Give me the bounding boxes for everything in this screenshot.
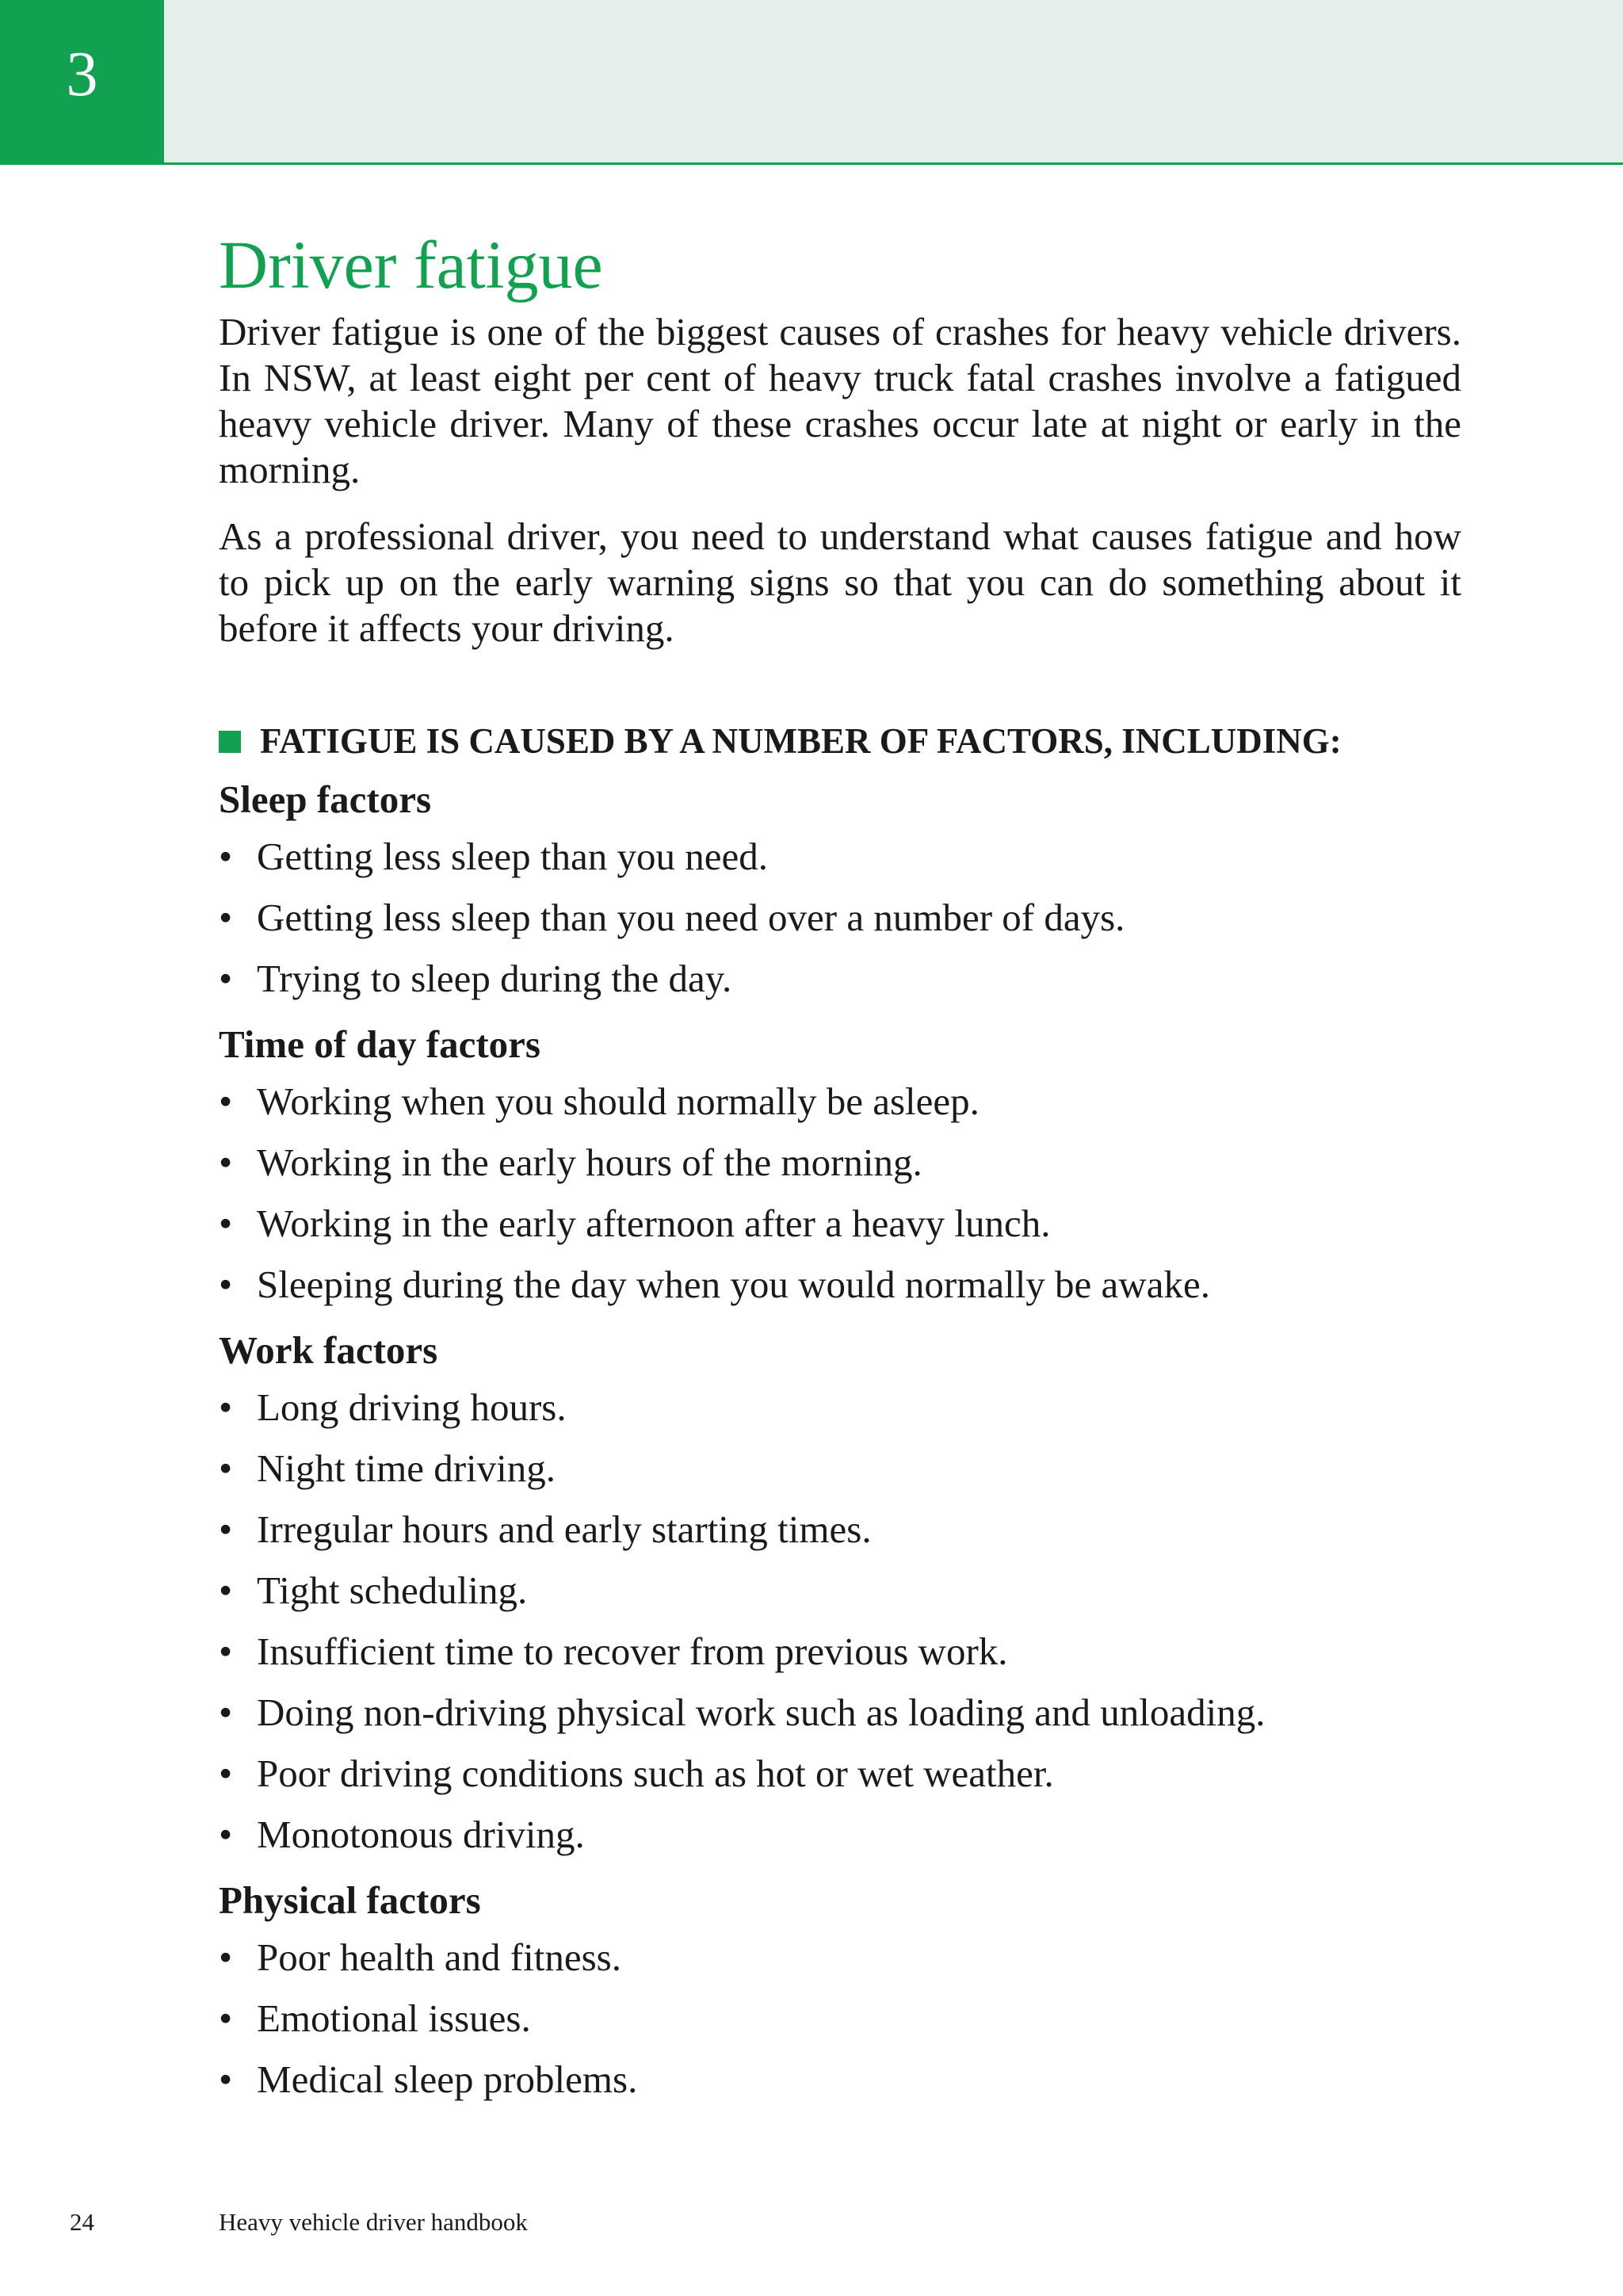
list-item — [219, 887, 1461, 948]
list-item — [219, 1743, 1461, 1804]
list-item — [219, 2049, 1461, 2110]
bullet-list — [219, 1071, 1461, 1315]
chapter-header-band — [0, 0, 1623, 165]
list-item-text: Irregular hours and early starting times. — [257, 1507, 872, 1551]
list-item — [219, 826, 1461, 887]
list-item-text: Poor driving conditions such as hot or wet weather. — [257, 1752, 1054, 1795]
section-heading — [219, 718, 1461, 764]
list-item-text: Trying to sleep during the day. — [257, 957, 732, 1000]
bullet-list — [219, 826, 1461, 1009]
intro-paragraphs — [219, 309, 1461, 651]
list-item — [219, 1377, 1461, 1438]
list-item — [219, 1988, 1461, 2049]
list-item-text: Tight scheduling. — [257, 1568, 528, 1612]
bullet-icon: • — [219, 1935, 233, 1979]
list-item — [219, 948, 1461, 1009]
section-heading-text: FATIGUE IS CAUSED BY A NUMBER OF FACTORS, INCLUDING: — [260, 721, 1342, 761]
bullet-icon: • — [219, 1996, 233, 2040]
factor-group-heading: Work factors — [219, 1328, 438, 1372]
list-item — [219, 1438, 1461, 1499]
page-title: Driver fatigue — [219, 227, 603, 303]
list-item-text: Emotional issues. — [257, 1996, 531, 2040]
list-item-text: Poor health and fitness. — [257, 1935, 621, 1979]
list-item-text: Doing non-driving physical work such as loading and unloading. — [257, 1690, 1266, 1734]
list-item — [219, 1621, 1461, 1682]
footer-page-number: 24 — [70, 2208, 94, 2236]
factor-group-heading: Time of day factors — [219, 1022, 540, 1066]
bullet-icon: • — [219, 1140, 233, 1184]
bullet-icon: • — [219, 1079, 233, 1123]
bullet-icon: • — [219, 1568, 233, 1612]
bullet-icon: • — [219, 1507, 233, 1551]
bullet-icon: • — [219, 835, 233, 878]
green-square-icon — [219, 731, 241, 753]
list-item — [219, 1193, 1461, 1254]
list-item-text: Insufficient time to recover from previous work. — [257, 1629, 1008, 1673]
list-item-text: Monotonous driving. — [257, 1813, 585, 1856]
list-item — [219, 1499, 1461, 1560]
list-item-text: Getting less sleep than you need. — [257, 835, 769, 878]
list-item-text: Getting less sleep than you need over a number of days. — [257, 896, 1125, 939]
bullet-list — [219, 1377, 1461, 1865]
bullet-icon: • — [219, 1446, 233, 1490]
chapter-number: 3 — [66, 40, 98, 109]
list-item — [219, 1071, 1461, 1132]
page-content — [219, 223, 1461, 2110]
list-item-text: Working when you should normally be asleep. — [257, 1079, 980, 1123]
bullet-icon: • — [219, 1629, 233, 1673]
chapter-tab — [0, 0, 164, 165]
list-item-text: Sleeping during the day when you would normally be awake. — [257, 1263, 1210, 1306]
bullet-icon: • — [219, 1263, 233, 1306]
list-item — [219, 1927, 1461, 1988]
bullet-icon: • — [219, 1752, 233, 1795]
list-item-text: Medical sleep problems. — [257, 2057, 638, 2101]
list-item — [219, 1682, 1461, 1743]
factor-group-heading: Physical factors — [219, 1878, 481, 1922]
intro-paragraph: As a professional driver, you need to understand what causes fatigue and how to pick up on the early warning signs so that you can do something about it before it affects your driving. — [219, 514, 1461, 650]
list-item-text: Long driving hours. — [257, 1385, 567, 1429]
footer-book-title: Heavy vehicle driver handbook — [219, 2208, 528, 2236]
bullet-icon: • — [219, 1690, 233, 1734]
bullet-icon: • — [219, 1813, 233, 1856]
factor-group-heading: Sleep factors — [219, 777, 432, 821]
factor-groups — [219, 774, 1461, 2110]
list-item — [219, 1804, 1461, 1865]
bullet-list — [219, 1927, 1461, 2110]
list-item — [219, 1254, 1461, 1315]
list-item-text: Working in the early afternoon after a heavy lunch. — [257, 1201, 1051, 1245]
list-item-text: Working in the early hours of the morning. — [257, 1140, 922, 1184]
bullet-icon: • — [219, 957, 233, 1000]
list-item — [219, 1560, 1461, 1621]
list-item — [219, 1132, 1461, 1193]
bullet-icon: • — [219, 1201, 233, 1245]
bullet-icon: • — [219, 896, 233, 939]
bullet-icon: • — [219, 2057, 233, 2101]
bullet-icon: • — [219, 1385, 233, 1429]
intro-paragraph: Driver fatigue is one of the biggest causes of crashes for heavy vehicle drivers. In NSW, at least eight per cent of heavy truck fatal crashes involve a fatigued heavy vehicle driver. Many of these crashes occur late at night or early in the morning. — [219, 310, 1461, 491]
list-item-text: Night time driving. — [257, 1446, 556, 1490]
